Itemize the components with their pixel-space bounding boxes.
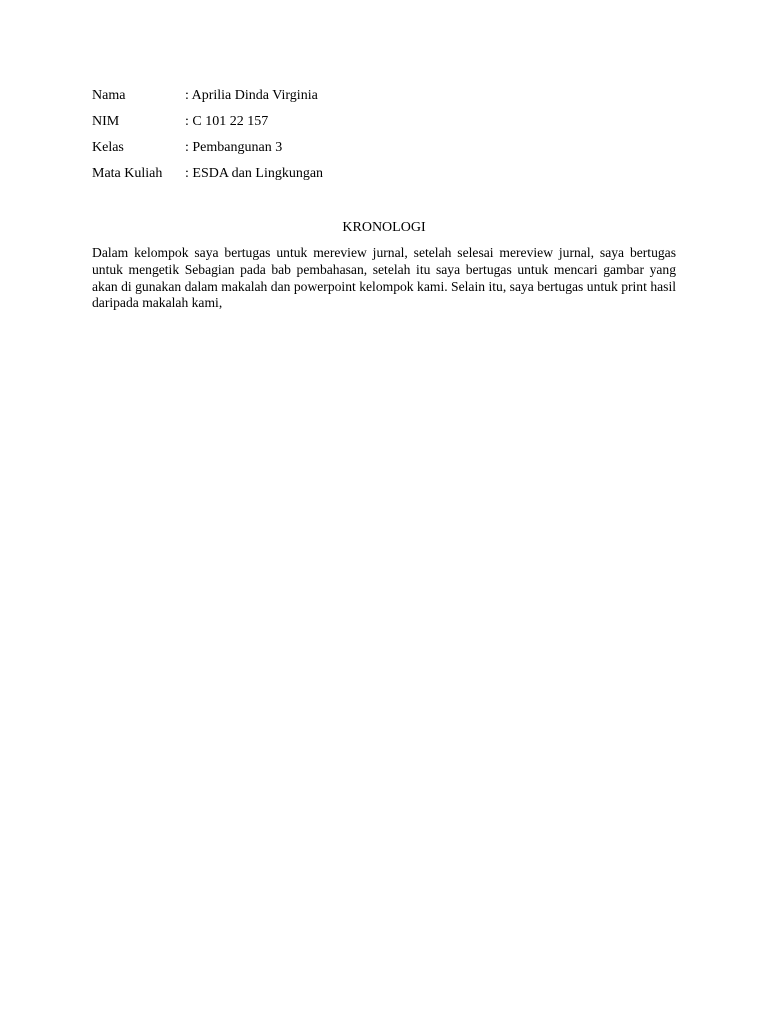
info-value: : C 101 22 157 <box>185 114 269 129</box>
body-paragraph: Dalam kelompok saya bertugas untuk mereview jurnal, setelah selesai mereview jurnal, saya bertugas untuk mengetik Sebagian pada bab pembahasan, setelah itu saya bertugas untuk mencari gambar yang akan di gunakan dalam makalah dan powerpoint kelompok kami. Selain itu, saya bertugas untuk print hasil daripada makalah kami, <box>92 245 676 311</box>
info-label: NIM <box>92 114 120 129</box>
info-value: : Aprilia Dinda Virginia <box>185 88 318 103</box>
info-value: : Pembangunan 3 <box>185 140 283 155</box>
info-row-class <box>92 138 512 164</box>
info-row-course <box>92 164 512 190</box>
student-info-table <box>92 86 512 190</box>
section-title: KRONOLOGI <box>342 220 426 235</box>
info-label: Kelas <box>92 140 124 155</box>
info-row-name <box>92 86 512 112</box>
info-label: Nama <box>92 88 126 103</box>
info-row-nim <box>92 112 512 138</box>
info-value: : ESDA dan Lingkungan <box>185 166 324 181</box>
info-label: Mata Kuliah <box>92 166 163 181</box>
